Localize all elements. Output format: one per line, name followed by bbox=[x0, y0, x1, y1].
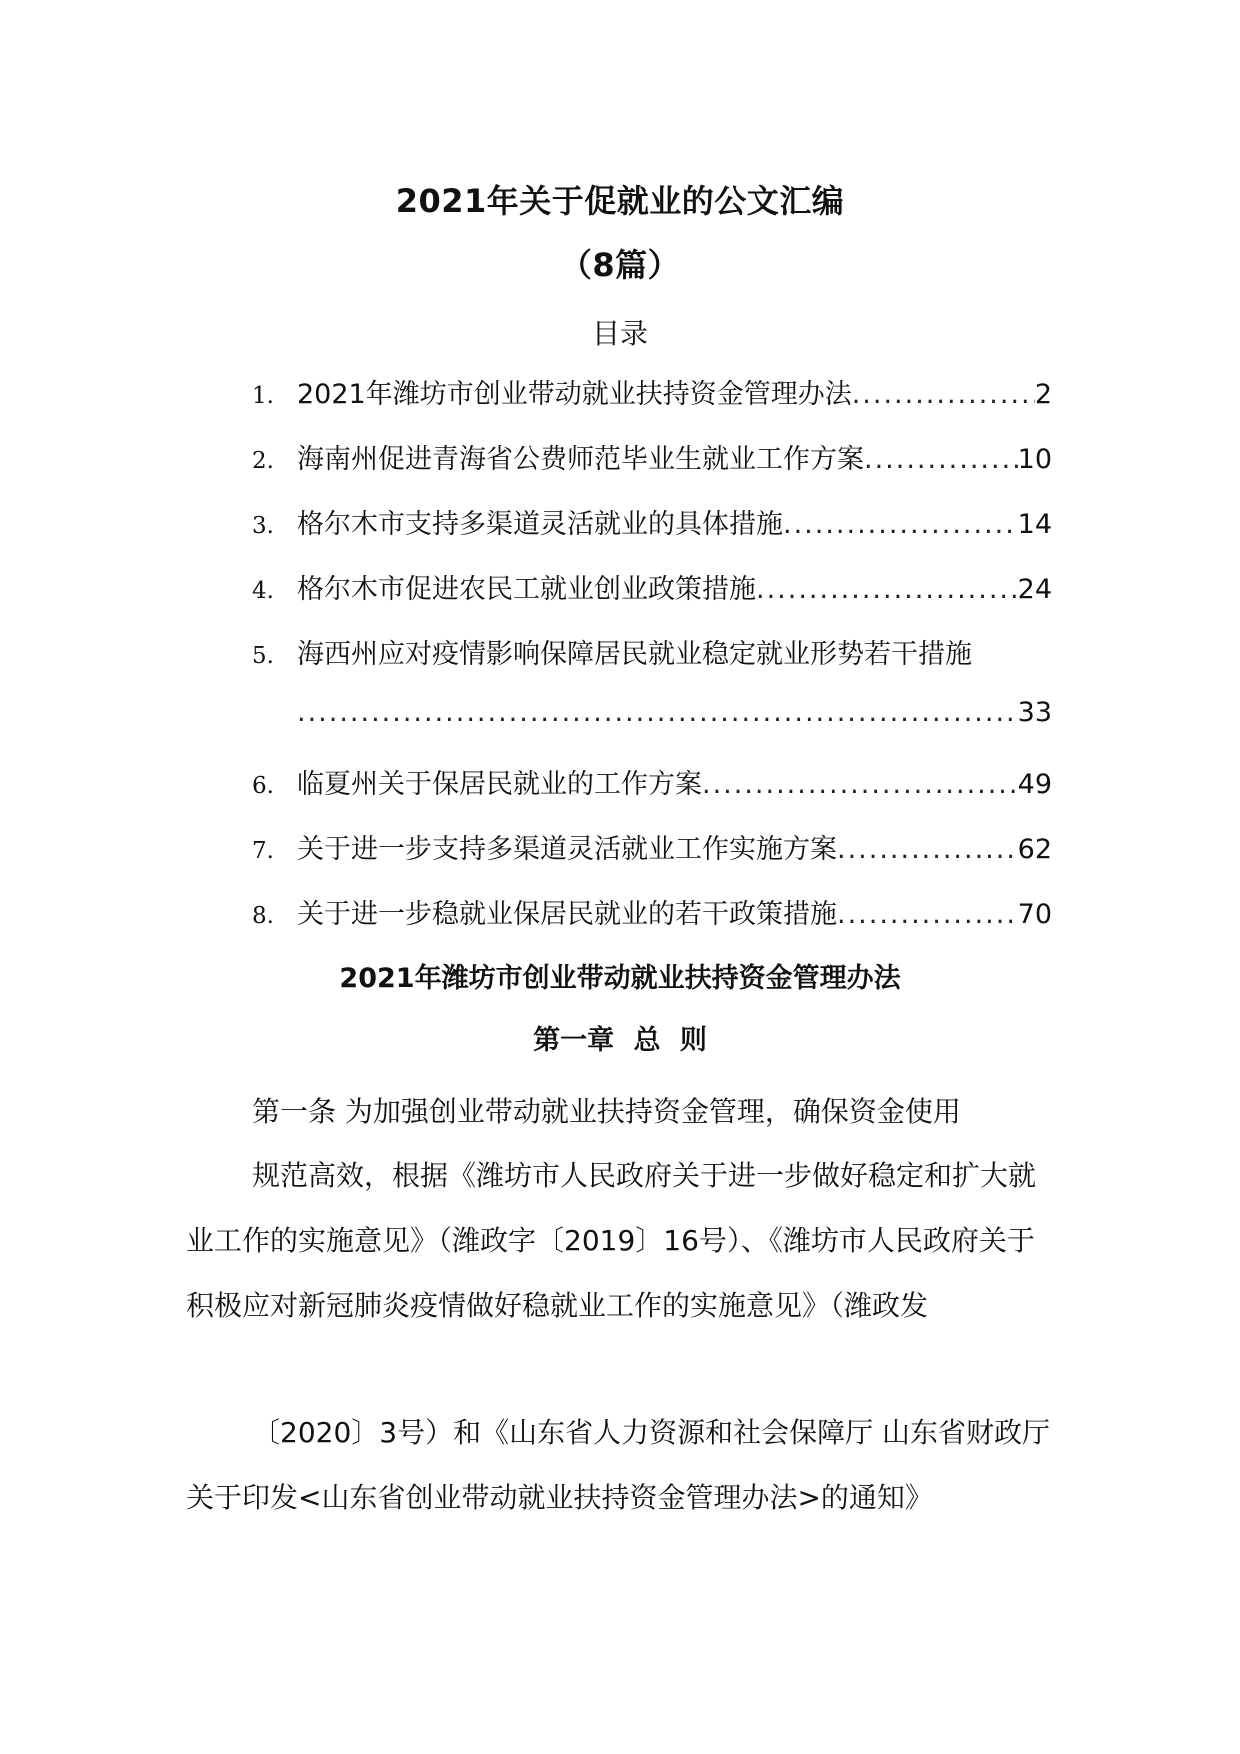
toc-item[interactable] bbox=[252, 567, 1052, 632]
toc-item-title: 海西州应对疫情影响保障居民就业稳定就业形势若干措施 bbox=[297, 639, 972, 670]
toc-item-number: 2. bbox=[252, 448, 274, 474]
body-paragraph: 〔2020〕3号）和《山东省人力资源和社会保障厅 山东省财政厅关于印发<山东省创业带动就业扶持资金管理办法>的通知》 bbox=[186, 1416, 1050, 1514]
toc-item-number: 6. bbox=[252, 773, 274, 799]
toc-leader-dots bbox=[702, 769, 1018, 800]
toc-item[interactable] bbox=[252, 437, 1052, 502]
toc-item-page: 14 bbox=[1017, 509, 1052, 540]
toc-item-number: 4. bbox=[252, 578, 274, 604]
body-paragraph: 规范高效，根据《潍坊市人民政府关于进一步做好稳定和扩大就业工作的实施意见》（潍政字〔2019〕16号）、《潍坊市人民政府关于积极应对新冠肺炎疫情做好稳就业工作的实施意见》（潍政发 bbox=[186, 1159, 1037, 1322]
toc-item-page: 24 bbox=[1017, 574, 1052, 605]
toc-item-title: 临夏州关于保居民就业的工作方案 bbox=[297, 769, 702, 800]
toc-leader-dots bbox=[864, 444, 1018, 475]
toc-item-page: 33 bbox=[1017, 697, 1052, 728]
document-title: 2021年关于促就业的公文汇编 bbox=[395, 182, 845, 220]
toc-item-number: 1. bbox=[252, 383, 274, 409]
toc-item-title: 格尔木市支持多渠道灵活就业的具体措施 bbox=[297, 509, 783, 540]
toc-item-title: 海南州促进青海省公费师范毕业生就业工作方案 bbox=[297, 444, 864, 475]
toc-item-page: 10 bbox=[1017, 444, 1052, 475]
toc-item-page: 49 bbox=[1017, 769, 1052, 800]
body-paragraph: 第一条 为加强创业带动就业扶持资金管理，确保资金使用 bbox=[252, 1095, 961, 1128]
toc-leader-dots bbox=[837, 834, 1018, 865]
document-subtitle: （8篇） bbox=[559, 246, 681, 284]
toc-leader-dots bbox=[297, 697, 1018, 728]
toc-leader-dots bbox=[756, 574, 1018, 605]
toc-item-title: 关于进一步支持多渠道灵活就业工作实施方案 bbox=[297, 834, 837, 865]
toc-leader-dots bbox=[837, 899, 1018, 930]
toc-item-number: 8. bbox=[252, 903, 274, 929]
toc-item-number: 3. bbox=[252, 513, 274, 539]
toc-leader-dots bbox=[783, 509, 1018, 540]
toc-item-title: 关于进一步稳就业保居民就业的若干政策措施 bbox=[297, 899, 837, 930]
chapter-title: 第一章 总 则 bbox=[533, 1025, 707, 1056]
table-of-contents bbox=[252, 372, 1052, 957]
toc-item-page: 2 bbox=[1034, 379, 1052, 410]
toc-item[interactable] bbox=[252, 762, 1052, 827]
toc-item[interactable] bbox=[252, 632, 1052, 762]
toc-item-number: 7. bbox=[252, 838, 274, 864]
toc-item[interactable] bbox=[252, 502, 1052, 567]
toc-item[interactable] bbox=[252, 827, 1052, 892]
toc-item[interactable] bbox=[252, 892, 1052, 957]
toc-item-page: 70 bbox=[1017, 899, 1052, 930]
toc-heading: 目录 bbox=[591, 317, 648, 350]
toc-item-title: 2021年潍坊市创业带动就业扶持资金管理办法 bbox=[297, 379, 852, 410]
toc-item-page: 62 bbox=[1017, 834, 1052, 865]
toc-item[interactable] bbox=[252, 372, 1052, 437]
toc-leader-dots bbox=[852, 379, 1035, 410]
toc-item-title: 格尔木市促进农民工就业创业政策措施 bbox=[297, 574, 756, 605]
toc-item-number: 5. bbox=[252, 643, 274, 669]
section-title: 2021年潍坊市创业带动就业扶持资金管理办法 bbox=[339, 963, 901, 994]
